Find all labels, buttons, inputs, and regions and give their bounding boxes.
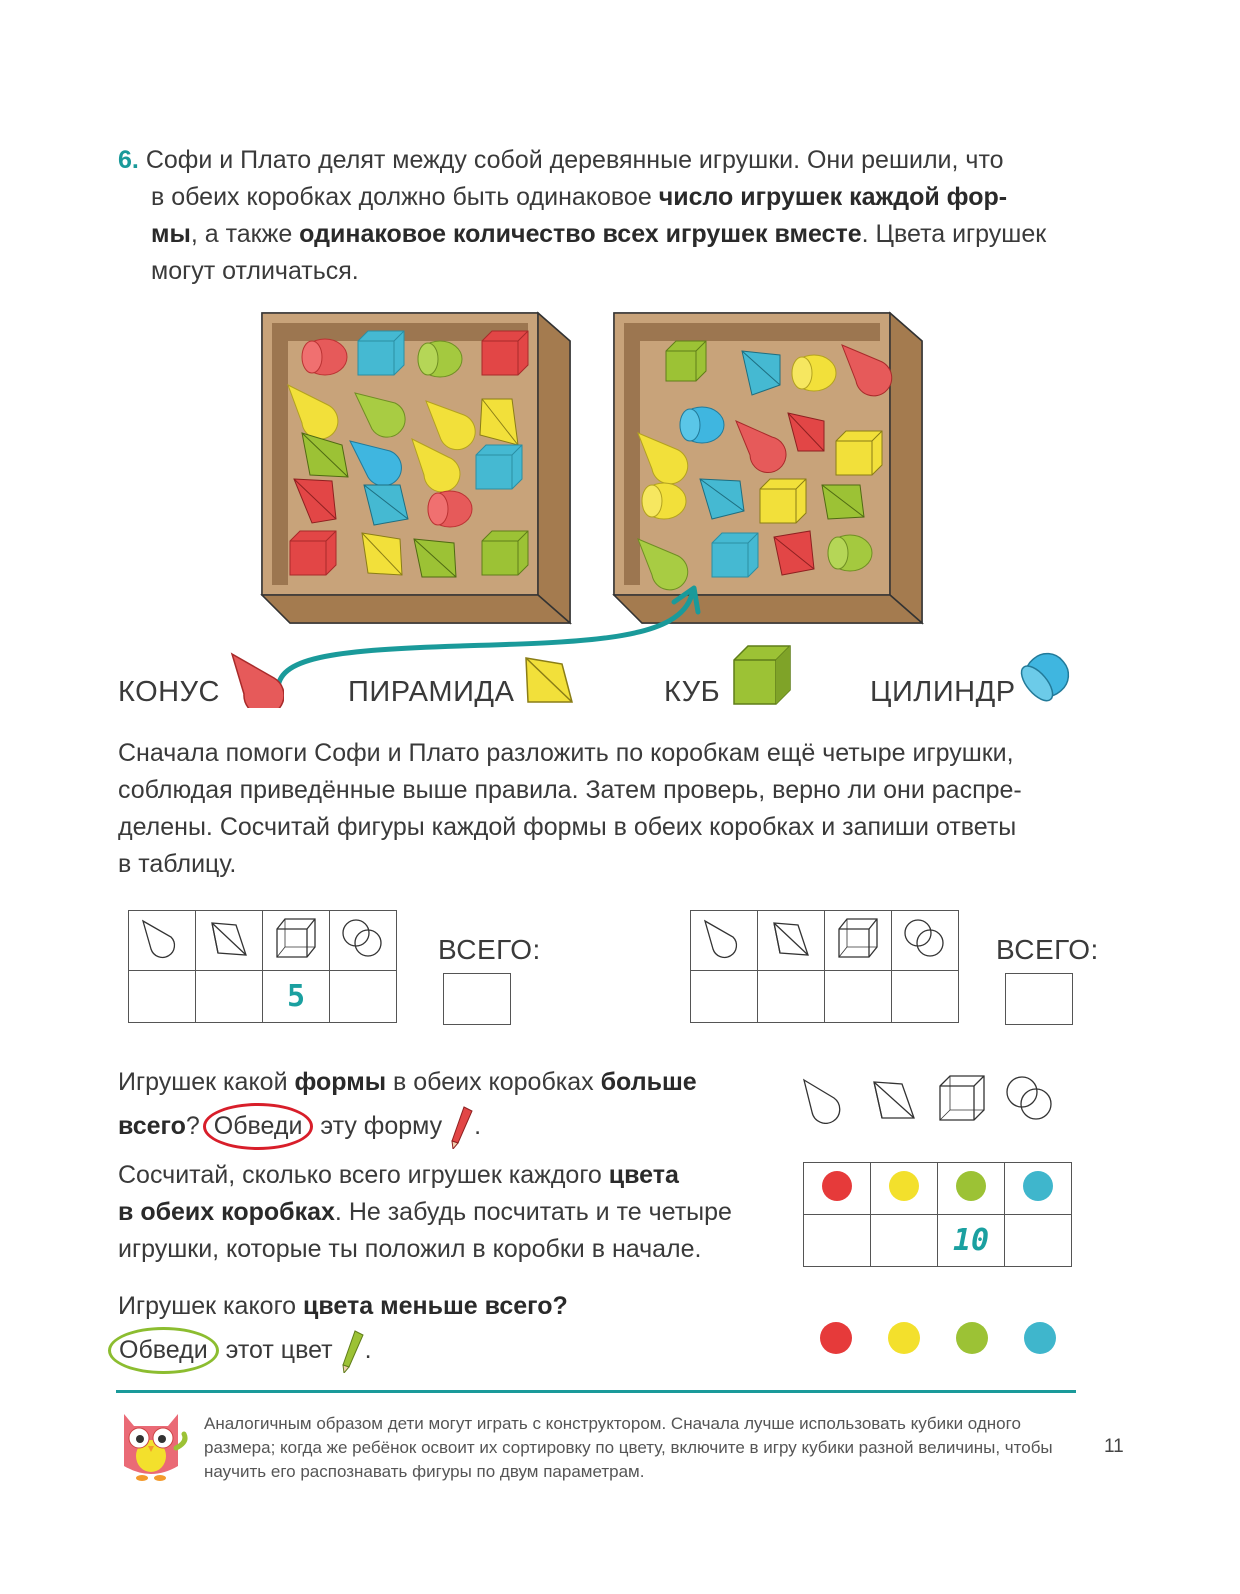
- red-choice-dot[interactable]: [820, 1322, 852, 1354]
- parent-note-line-3: научить его распознавать фигуры по двум параметрам.: [204, 1462, 645, 1481]
- q1-text-c: в обеих коробках: [386, 1068, 601, 1096]
- q1-text-h: .: [474, 1112, 482, 1140]
- pyramid-outline-icon: [766, 915, 816, 961]
- green-dot-icon: [956, 1171, 986, 1201]
- legend-cylinder-label: ЦИЛИНДР: [870, 676, 1016, 708]
- shape-count-table-right: [690, 910, 959, 1023]
- color-choice-row: [820, 1322, 1060, 1354]
- cone-outline-icon: [699, 915, 749, 961]
- task-line-3-bold-a: мы: [151, 220, 191, 248]
- legend-pyramid-label: ПИРАМИДА: [348, 676, 515, 708]
- q2-text-a: Сосчитай, сколько всего игрушек каждого: [118, 1161, 609, 1189]
- header-pyramid-cell: [196, 911, 263, 971]
- question-count-colors: [118, 1157, 778, 1268]
- header-cone-cell: [691, 911, 758, 971]
- blue-dot-icon: [1023, 1171, 1053, 1201]
- green-choice-dot[interactable]: [956, 1322, 988, 1354]
- task-line-2-bold: число игрушек каждой фор-: [658, 183, 1008, 211]
- header-cylinder-cell: [330, 911, 397, 971]
- q3-text-c: этот цвет: [218, 1336, 333, 1364]
- q1-text-g: эту форму: [313, 1112, 443, 1140]
- q1-text-bold-more: больше: [600, 1068, 697, 1096]
- toy-cube-red-2: [290, 531, 336, 575]
- q2-text-d: . Не забудь посчитать и те четыре: [334, 1198, 732, 1226]
- q1-text-bold-all: всего: [118, 1112, 186, 1140]
- header-cone-cell: [129, 911, 196, 971]
- example-cube-count: 5: [286, 979, 306, 1014]
- answer-cell-pyramid[interactable]: [196, 971, 263, 1023]
- instruction-line-1: Сначала помоги Софи и Плато разложить по коробкам ещё четыре игрушки,: [118, 739, 1014, 767]
- cube-outline-icon: [833, 915, 883, 961]
- toy-cube-green: [482, 531, 528, 575]
- task-line-3-b: . Цвета игрушек: [861, 220, 1047, 248]
- header-cylinder-cell: [892, 911, 959, 971]
- owl-icon: [118, 1408, 188, 1484]
- parent-note: [204, 1412, 1084, 1484]
- yellow-dot-icon: [889, 1171, 919, 1201]
- cone-icon: [228, 648, 284, 708]
- answer-cell-cylinder[interactable]: [892, 971, 959, 1023]
- task-line-3-a: , а также: [190, 220, 300, 248]
- total-input-right[interactable]: [1005, 973, 1073, 1025]
- answer-cell-cylinder[interactable]: [330, 971, 397, 1023]
- answer-cell-cube[interactable]: [825, 971, 892, 1023]
- toy-pyramid-yellow-2: [362, 533, 402, 575]
- q2-text-bold-boxes: в обеих коробках: [118, 1198, 335, 1226]
- q1-text-a: Игрушек какой: [118, 1068, 295, 1096]
- header-yellow-cell: [871, 1163, 938, 1215]
- answer-cell-blue[interactable]: [1005, 1215, 1072, 1267]
- q3-text-d: .: [364, 1336, 372, 1364]
- cone-outline-icon: [137, 915, 187, 961]
- instruction-line-3: делены. Сосчитай фигуры каждой формы в обеих коробках и запиши ответы: [118, 813, 1017, 841]
- pyramid-icon: [522, 654, 578, 710]
- page-number: 11: [1104, 1436, 1124, 1457]
- cube-choice-icon[interactable]: [940, 1076, 984, 1120]
- toy-cylinder-red-2: [428, 491, 472, 527]
- parent-note-line-1: Аналогичным образом дети могут играть с конструктором. Сначала лучше использовать кубики одного: [204, 1414, 1021, 1433]
- q1-text-f: ?: [185, 1112, 207, 1140]
- q3-text-bold: цвета меньше всего?: [303, 1292, 568, 1320]
- toy-pyramid-green-2: [414, 539, 456, 577]
- answer-cell-cube[interactable]: [263, 971, 330, 1023]
- green-pencil-icon: [339, 1329, 365, 1373]
- answer-cell-cone[interactable]: [691, 971, 758, 1023]
- footer-divider: [116, 1390, 1076, 1393]
- instruction-paragraph: [118, 735, 1118, 883]
- task-line-1: Софи и Плато делят между собой деревянные игрушки. Они решили, что: [145, 146, 1004, 174]
- toy-cube-red: [482, 331, 528, 375]
- cylinder-choice-icon[interactable]: [1007, 1077, 1051, 1119]
- question-shape-most: [118, 1062, 778, 1150]
- task-line-4: могут отличаться.: [151, 257, 359, 285]
- toy-cylinder-blue-b: [680, 407, 724, 443]
- header-pyramid-cell: [758, 911, 825, 971]
- toy-cube-green-b: [666, 341, 706, 381]
- red-dot-icon: [822, 1171, 852, 1201]
- total-input-left[interactable]: [443, 973, 511, 1025]
- total-label-left: ВСЕГО:: [438, 934, 541, 965]
- toy-cube-yellow-b2: [760, 479, 806, 523]
- toy-cylinder-green-b: [828, 535, 872, 571]
- example-green-count: 10: [952, 1223, 990, 1258]
- circled-word-red: Обведи: [203, 1103, 314, 1150]
- q2-text-e: игрушки, которые ты положил в коробки в начале.: [118, 1235, 702, 1263]
- pyramid-choice-icon[interactable]: [874, 1082, 914, 1118]
- toy-cube-yellow-b: [836, 431, 882, 475]
- header-cube-cell: [263, 911, 330, 971]
- cylinder-outline-icon: [338, 915, 388, 961]
- q1-text-bold-shape: формы: [294, 1068, 387, 1096]
- task-line-2: в обеих коробках должно быть одинаковое: [151, 183, 659, 211]
- answer-cell-cone[interactable]: [129, 971, 196, 1023]
- circled-word-green: Обведи: [108, 1327, 219, 1374]
- yellow-choice-dot[interactable]: [888, 1322, 920, 1354]
- q2-text-bold-color: цвета: [608, 1161, 679, 1189]
- answer-cell-yellow[interactable]: [871, 1215, 938, 1267]
- task-paragraph: [118, 142, 1118, 290]
- toy-cube-blue-2: [476, 445, 522, 489]
- total-label-right: ВСЕГО:: [996, 934, 1099, 965]
- answer-cell-green[interactable]: [938, 1215, 1005, 1267]
- cylinder-icon: [1012, 640, 1082, 710]
- toy-cylinder-green: [418, 341, 462, 377]
- toy-cube-blue: [358, 331, 404, 375]
- header-red-cell: [804, 1163, 871, 1215]
- cube-outline-icon: [271, 915, 321, 961]
- toy-pyramid-green-b: [822, 485, 864, 519]
- cube-icon: [732, 644, 796, 708]
- question-color-least: [118, 1286, 778, 1374]
- color-count-table: [803, 1162, 1072, 1267]
- answer-cell-red[interactable]: [804, 1215, 871, 1267]
- shape-count-table-left: [128, 910, 397, 1023]
- task-line-3-bold-b: одинаковое количество всех игрушек вместе: [299, 220, 862, 248]
- q3-text-a: Игрушек какого: [118, 1292, 303, 1320]
- parent-note-line-2: размера; когда же ребёнок освоит их сортировку по цвету, включите в игру кубики разной величины, чтобы: [204, 1438, 1053, 1457]
- task-number: 6.: [118, 146, 139, 174]
- instruction-line-2: соблюдая приведённые выше правила. Затем проверь, верно ли они распре-: [118, 776, 1022, 804]
- cylinder-outline-icon: [900, 915, 950, 961]
- toy-cylinder-yellow-b: [792, 355, 836, 391]
- legend-cube-label: КУБ: [664, 676, 721, 708]
- shape-choice-row: [800, 1074, 1060, 1124]
- blue-choice-dot[interactable]: [1024, 1322, 1056, 1354]
- toy-cube-blue-b: [712, 533, 758, 577]
- header-cube-cell: [825, 911, 892, 971]
- header-blue-cell: [1005, 1163, 1072, 1215]
- toy-cylinder-red: [302, 339, 347, 375]
- red-pencil-icon: [448, 1105, 474, 1149]
- instruction-line-4: в таблицу.: [118, 850, 237, 878]
- answer-cell-pyramid[interactable]: [758, 971, 825, 1023]
- pyramid-outline-icon: [204, 915, 254, 961]
- header-green-cell: [938, 1163, 1005, 1215]
- cone-choice-icon[interactable]: [804, 1080, 840, 1123]
- toy-cylinder-yellow-b2: [642, 483, 686, 519]
- legend-cone-label: КОНУС: [118, 676, 220, 708]
